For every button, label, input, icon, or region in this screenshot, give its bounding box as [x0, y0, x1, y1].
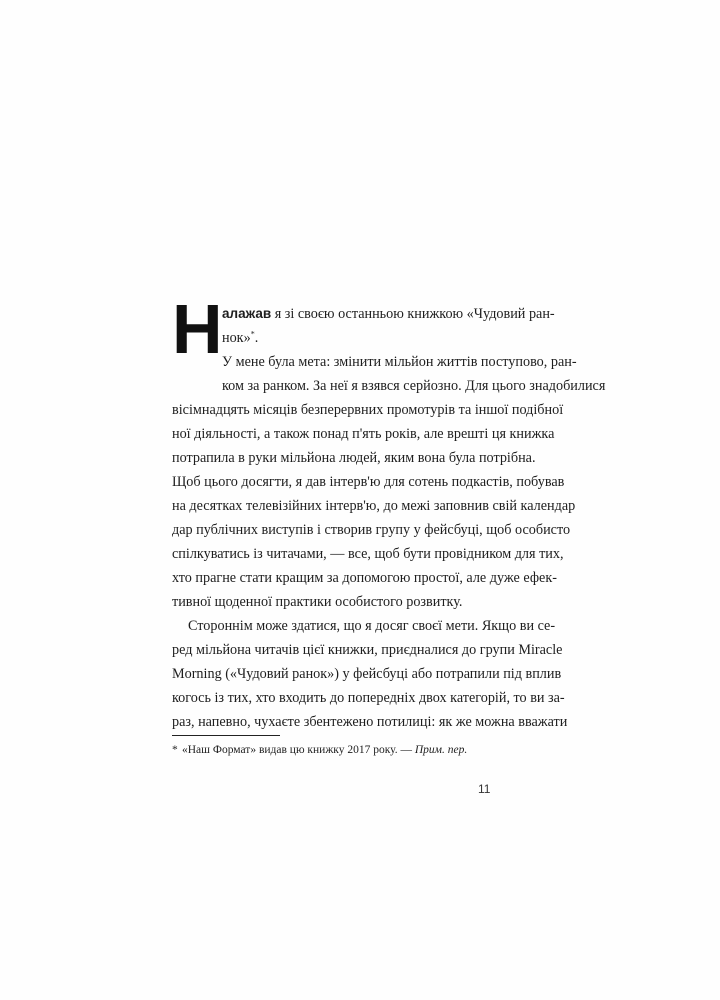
paragraph-2-line-4: когось із тих, хто входить до попередніх двох категорій, то ви за-	[172, 690, 565, 706]
footnote-marker: *	[250, 329, 255, 339]
footnote	[172, 742, 467, 758]
page-number: 11	[478, 782, 491, 796]
paragraph-1-line-3: У мене була мета: змінити мільйон життів поступово, ран-	[222, 354, 577, 370]
paragraph-1-line-8: Щоб цього досягти, я дав інтерв'ю для сотень подкастів, побував	[172, 474, 565, 490]
paragraph-1-line-13: тивної щоденної практики особистого розвитку.	[172, 594, 463, 610]
paragraph-1-line-1: алажав я зі своєю останньою книжкою «Чудовий ран-	[222, 306, 555, 322]
first-word: алажав	[222, 306, 272, 321]
drop-cap-letter: Н	[172, 290, 223, 368]
paragraph-1-line-10: дар публічних виступів і створив групу у фейсбуці, щоб особисто	[172, 522, 571, 538]
paragraph-1-line-2: нок»*.	[222, 329, 259, 346]
paragraph-1-line-5: вісімнадцять місяців безперервних промотурів та іншої подібної	[172, 402, 564, 418]
paragraph-2-line-3: Morning («Чудовий ранок») у фейсбуці або потрапили під вплив	[172, 666, 562, 682]
footnote-rule	[172, 735, 280, 736]
paragraph-1-line-7: потрапила в руки мільйона людей, яким вона була потрібна.	[172, 450, 536, 466]
footnote-translator-note: Прим. пер.	[414, 744, 468, 756]
paragraph-2-line-2: ред мільйона читачів цієї книжки, приєдналися до групи Miracle	[172, 642, 563, 658]
footnote-text: «Наш Формат» видав цю книжку 2017 року. —	[182, 744, 412, 756]
paragraph-1-line-11: спілкуватись із читачами, — все, щоб бути провідником для тих,	[172, 546, 564, 562]
footnote-star: *	[172, 744, 178, 756]
paragraph-2-line-5: раз, напевно, чухаєте збентежено потилиці: як же можна вважати	[172, 714, 568, 730]
paragraph-1-line-4: ком за ранком. За неї я взявся серйозно. Для цього знадобилися	[222, 378, 606, 394]
paragraph-1-line-12: хто прагне стати кращим за допомогою простої, але дуже ефек-	[172, 570, 557, 586]
paragraph-2-line-1: Стороннім може здатися, що я досяг своєї мети. Якщо ви се-	[188, 618, 556, 634]
paragraph-1-line-6: ної діяльності, а також понад п'ять років, але врешті ця книжка	[172, 426, 555, 442]
paragraph-1-line-9: на десятках телевізійних інтерв'ю, до межі заповнив свій календар	[172, 498, 576, 514]
